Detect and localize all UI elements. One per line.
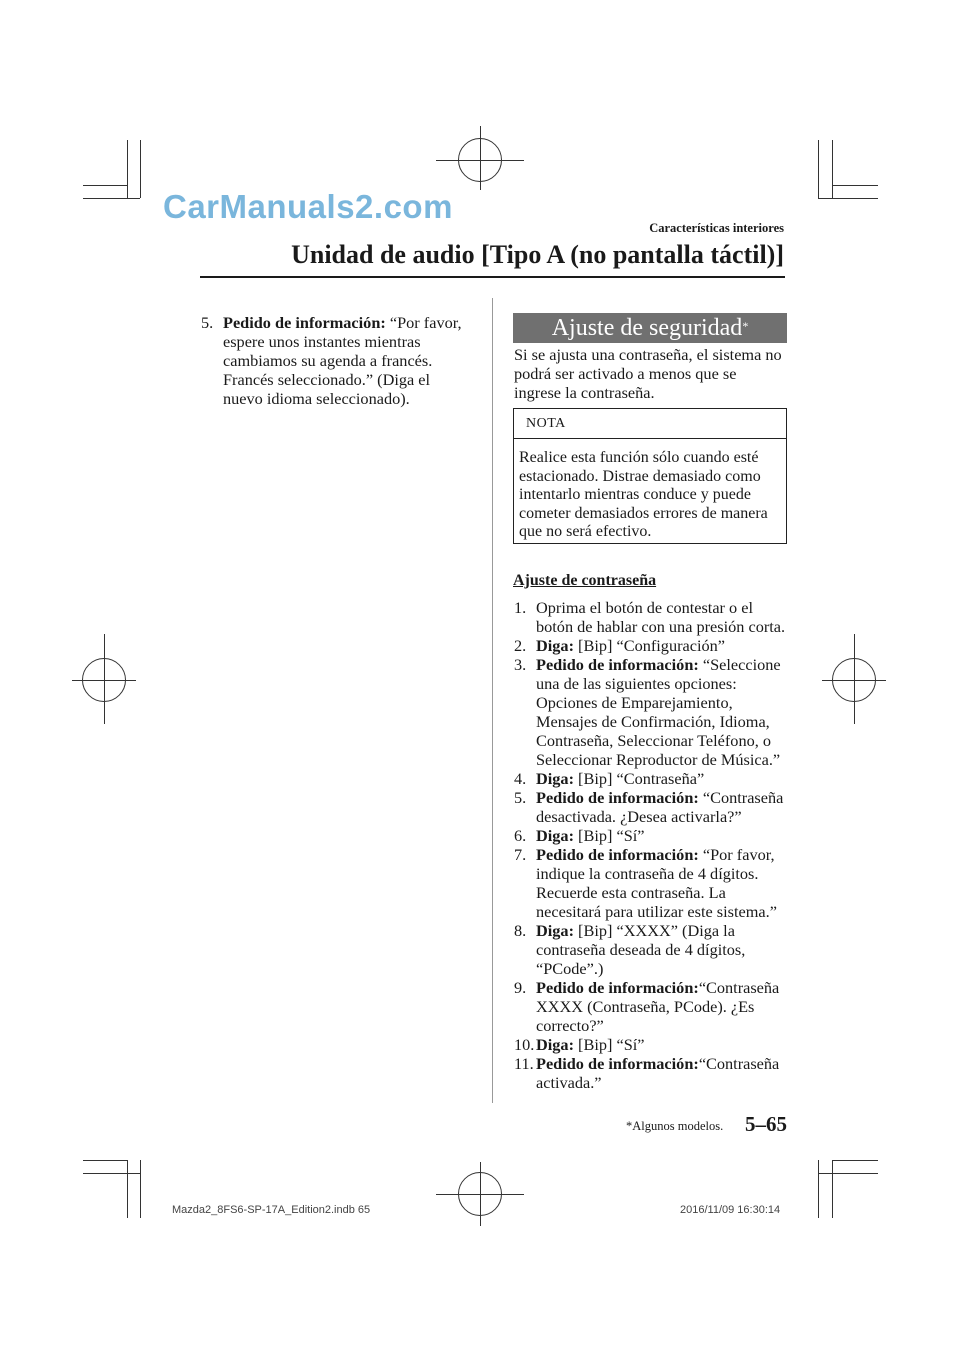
left-list [201,313,471,408]
step-text: [Bip] “Contraseña” [573,769,705,788]
step-item [514,921,790,978]
step-text: [Bip] “XXXX” (Diga la contraseña deseada de 4 dígitos, “PCode”.) [536,921,746,978]
note-body: Realice esta función sólo cuando esté estacionado. Distrae demasiado como intentarlo mientras conduce y puede cometer demasiados errores de manera que no será efectivo. [519,449,768,541]
watermark-logo: CarManuals2.com [163,188,453,225]
step-label: Pedido de información: [536,788,699,807]
step-number: 8. [514,921,527,940]
print-file-info: Mazda2_8FS6-SP-17A_Edition2.indb 65 [172,1204,371,1216]
list-item [201,313,471,408]
step-text: [Bip] “Configuración” [573,636,725,655]
step-text: “Contraseña activada.” [536,1054,780,1092]
step-label: Pedido de información: [536,1054,699,1073]
list-number: 5. [201,313,214,332]
step-text: “Seleccione una de las siguientes opciones: Opciones de Emparejamiento, Mensajes de Confirmación, Idioma, Contraseña, Seleccionar Teléfono, o Seleccionar Reproductor de Música.” [536,655,781,769]
step-item [514,655,790,769]
step-text: Oprima el botón de contestar o el botón de hablar con una presión corta. [536,598,786,636]
models-mark: * [742,319,749,333]
footnote: *Algunos modelos. [626,1119,724,1133]
step-item [514,598,790,636]
steps-list [514,598,790,1092]
step-number: 6. [514,826,527,845]
list-item-text: “Por favor, espere unos instantes mientras cambiamos su agenda a francés. Francés seleccionado.” (Diga el nuevo idioma seleccionado). [223,313,462,408]
step-item [514,1054,790,1092]
step-item [514,636,790,655]
step-text: “Contraseña desactivada. ¿Desea activarla?” [536,788,784,826]
page-number: 5–65 [745,1112,787,1136]
step-label: Diga: [536,1035,574,1054]
step-label: Pedido de información: [536,845,699,864]
step-text: [Bip] “Sí” [573,826,645,845]
step-number: 10. [514,1035,535,1054]
list-item-label: Pedido de información: [223,313,386,332]
step-label: Diga: [536,826,574,845]
print-timestamp: 2016/11/09 16:30:14 [680,1204,781,1216]
subheading: Ajuste de contraseña [513,572,657,589]
step-label: Diga: [536,921,574,940]
step-item [514,769,790,788]
step-item [514,788,790,826]
step-item [514,845,790,921]
step-text: “Contraseña XXXX (Contraseña, PCode). ¿Es correcto?” [536,978,780,1035]
note-label: NOTA [514,409,786,439]
step-text: [Bip] “Sí” [573,1035,645,1054]
step-number: 3. [514,655,527,674]
step-number: 5. [514,788,527,807]
column-divider [492,298,493,1103]
step-label: Pedido de información: [536,655,699,674]
step-item [514,826,790,845]
step-label: Diga: [536,636,574,655]
section-label: Características interiores [649,221,784,235]
note-box [513,408,787,544]
password-steps [514,598,790,1092]
step-number: 7. [514,845,527,864]
header-rule [200,276,785,278]
left-column [201,313,471,408]
step-item [514,978,790,1035]
section-heading-text: Ajuste de seguridad [551,315,743,341]
step-number: 9. [514,978,527,997]
page-title: Unidad de audio [Tipo A (no pantalla táctil)] [291,240,784,269]
step-label: Diga: [536,769,574,788]
step-number: 11. [514,1054,534,1073]
step-number: 2. [514,636,527,655]
step-text: “Por favor, indique la contraseña de 4 dígitos. Recuerde esta contraseña. La necesitará para utilizar este sistema.” [536,845,777,921]
step-item [514,1035,790,1054]
step-label: Pedido de información: [536,978,699,997]
section-heading [513,313,787,343]
security-intro: Si se ajusta una contraseña, el sistema no podrá ser activado a menos que se ingrese la contraseña. [514,345,782,402]
step-number: 1. [514,598,527,617]
step-number: 4. [514,769,527,788]
